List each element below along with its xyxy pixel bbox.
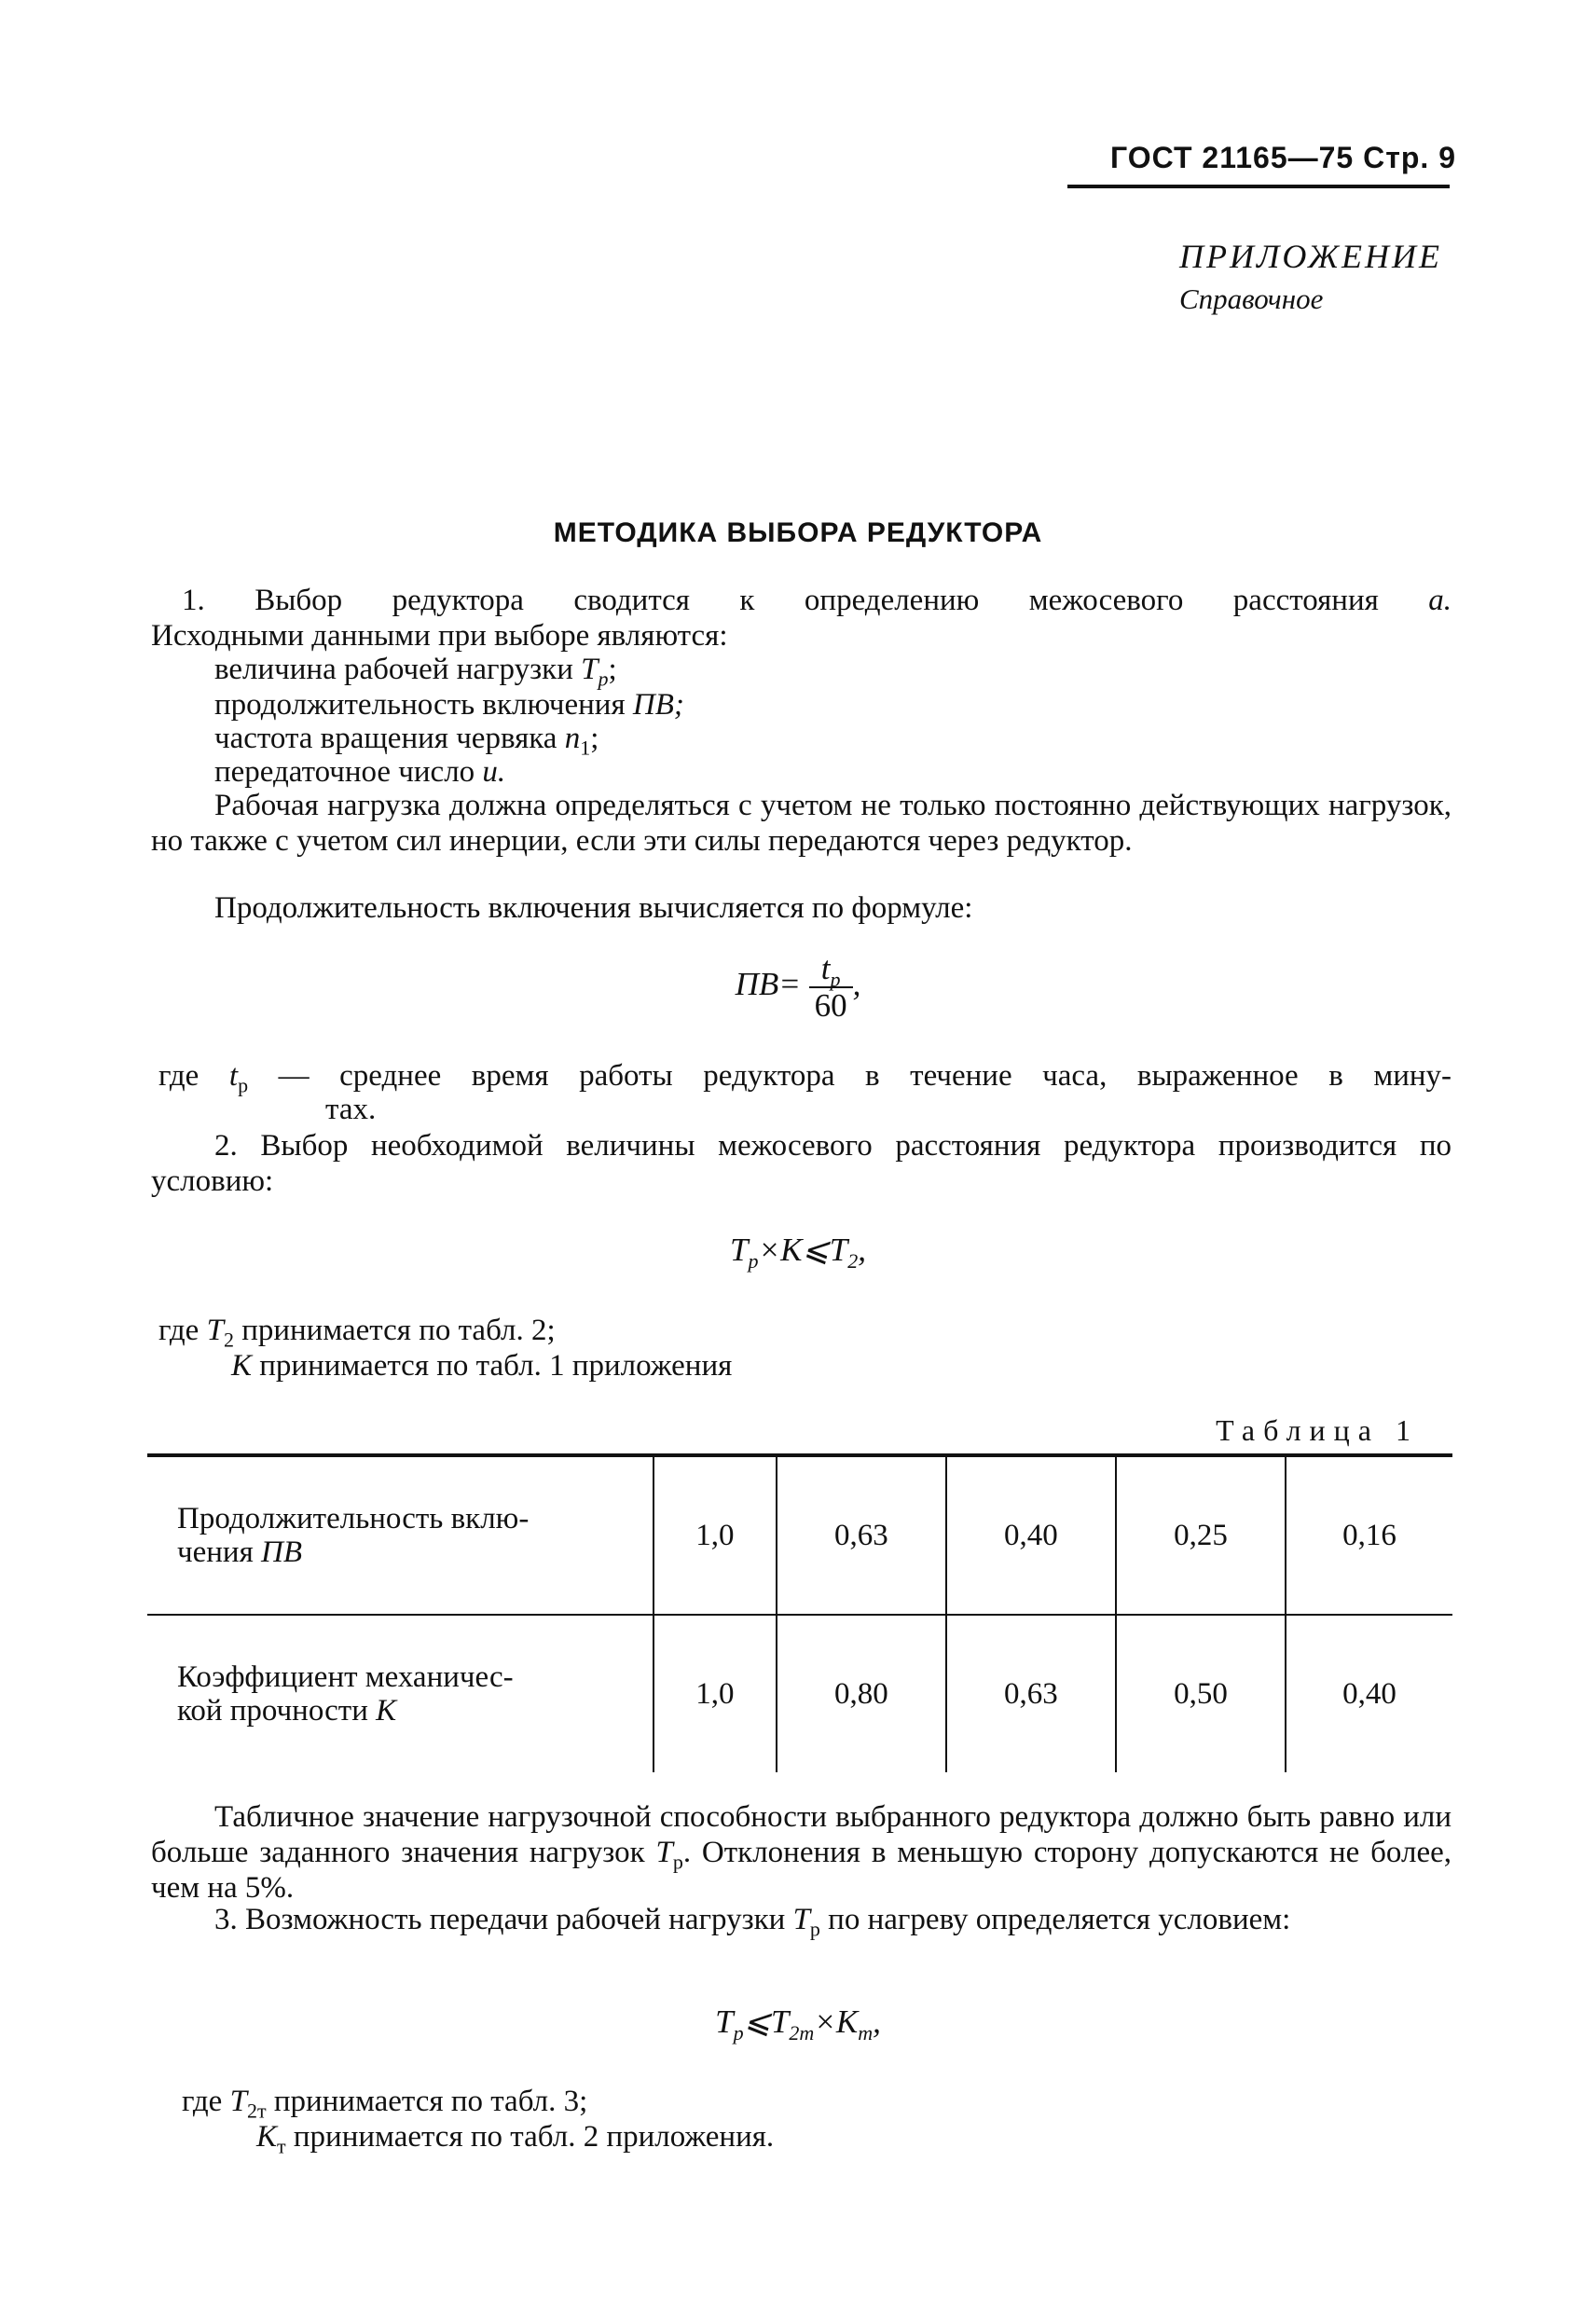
- after-table-paragraph: [151, 1799, 1452, 1906]
- formula-pv-lhs: ПВ=: [735, 966, 801, 1003]
- where-t2t-text: принимается по табл. 3;: [273, 2085, 588, 2118]
- table-row: [147, 1615, 1452, 1772]
- where-word: где: [158, 1059, 200, 1093]
- item-speed-end: ;: [590, 722, 599, 755]
- num-t: t: [820, 950, 831, 986]
- paragraph-load: Рабочая нагрузка должна определяться с учетом не только постоянно действующих нагрузок, но также с учетом сил инерции, если эти силы передаются через редуктор.: [151, 789, 1452, 858]
- var-T-after: T: [655, 1836, 673, 1869]
- sub-2t: 2т: [246, 2099, 267, 2123]
- where-k: [231, 1348, 732, 1384]
- where-word-2: где: [158, 1314, 200, 1347]
- formula-pv-numerator: [809, 950, 853, 991]
- table-row-label: [147, 1457, 654, 1615]
- sub-r: р: [598, 667, 609, 691]
- appendix-type: Справочное: [1179, 282, 1324, 315]
- where-tp: [158, 1058, 1452, 1097]
- table-caption: Таблица 1: [1216, 1413, 1419, 1447]
- section3-text-b: по нагреву определяется условием:: [828, 1903, 1291, 1936]
- where-tp-text: — среднее время работы редуктора в течение часа, выраженное в мину-: [278, 1059, 1452, 1093]
- f3-times-K: ×K: [814, 2003, 859, 2040]
- after-table-text-a: Табличное значение нагрузочной способности выбранного редуктора должно быть равно или больше заданного значения нагрузок: [151, 1800, 1452, 1869]
- section1-line1: [182, 583, 1452, 618]
- where-t2-text: принимается по табл. 2;: [241, 1314, 556, 1347]
- sub-r-after: р: [672, 1850, 683, 1874]
- formula-pv-denominator: 60: [814, 987, 847, 1024]
- table-cell: 1,0: [654, 1615, 777, 1772]
- table-row: [147, 1457, 1452, 1615]
- var-K: K: [231, 1349, 253, 1383]
- sub-r-s3: р: [809, 1917, 820, 1941]
- f2-rest: ×K⩽T: [758, 1232, 848, 1268]
- where-word-3: где: [182, 2085, 223, 2118]
- var-t: t: [228, 1059, 239, 1093]
- table-cell: 0,40: [946, 1457, 1116, 1615]
- item-ratio-text: передаточное число: [214, 755, 475, 789]
- appendix-label: ПРИЛОЖЕНИЕ: [1179, 238, 1442, 275]
- section1-line2: Исходными данными при выборе являются:: [151, 619, 728, 653]
- item-pv: [214, 687, 684, 723]
- table-row-label: [147, 1615, 654, 1772]
- formula-heating: [0, 2003, 1596, 2045]
- page-title: МЕТОДИКА ВЫБОРА РЕДУКТОРА: [553, 517, 1043, 548]
- item-speed-text: частота вращения червяка: [214, 722, 557, 755]
- item-speed: [214, 721, 599, 760]
- after-table-text-b: . Отклонения в меньшую сторону допускаются не более, чем на 5%.: [151, 1836, 1452, 1905]
- var-T2: T: [206, 1314, 224, 1347]
- item-load-end: ;: [608, 653, 617, 686]
- section1-line1-text: 1. Выбор редуктора сводится к определению межосевого расстояния: [182, 584, 1379, 617]
- item-pv-text: продолжительность включения: [214, 688, 626, 722]
- sub-2: 2: [223, 1328, 234, 1352]
- f2-end: ,: [858, 1232, 866, 1268]
- f2-sub-r: р: [748, 1249, 759, 1273]
- num-sub: р: [830, 968, 841, 991]
- sub-r2: р: [238, 1073, 249, 1097]
- formula-pv: [0, 951, 1596, 1024]
- item-load-text: величина рабочей нагрузки: [214, 653, 573, 686]
- var-n: n: [564, 722, 581, 755]
- var-T-s3: T: [792, 1903, 810, 1936]
- section3-text-a: 3. Возможность передачи рабочей нагрузки: [214, 1903, 786, 1936]
- f3-sub-2t: 2т: [789, 2021, 815, 2045]
- where-tp-cont: тах.: [325, 1093, 377, 1126]
- where-t2t: [182, 2084, 588, 2123]
- f3-sub-t: т: [858, 2021, 874, 2045]
- table-cell: 0,80: [777, 1615, 946, 1772]
- f3-T: T: [715, 2003, 734, 2040]
- var-Kt: K: [256, 2120, 278, 2154]
- paragraph-pv: Продолжительность включения вычисляется по формуле:: [214, 891, 973, 925]
- where-t2: [158, 1313, 556, 1352]
- where-kt: [256, 2119, 775, 2158]
- table-cell: 0,25: [1116, 1457, 1286, 1615]
- table-cell: 0,40: [1286, 1615, 1452, 1772]
- table-1: [147, 1457, 1452, 1772]
- item-ratio: [214, 754, 505, 790]
- f3-sub-r: р: [733, 2021, 744, 2045]
- formula-pv-fraction: [809, 951, 853, 1024]
- section2-paragraph: 2. Выбор необходимой величины межосевого расстояния редуктора производится по условию:: [151, 1129, 1452, 1198]
- label-line-b: чения: [177, 1535, 254, 1569]
- label-line-a: Продолжительность вклю-: [177, 1502, 530, 1535]
- item-load: [214, 652, 617, 691]
- f3-end: ,: [873, 2003, 881, 2040]
- where-k-text: принимается по табл. 1 приложения: [259, 1349, 733, 1383]
- var-a: a.: [1428, 584, 1452, 617]
- formula-pv-end: ,: [852, 966, 861, 1003]
- f3-le-T: ⩽T: [743, 2003, 790, 2040]
- table-cell: 0,16: [1286, 1457, 1452, 1615]
- header-rule: [1067, 185, 1450, 188]
- table-cell: 0,50: [1116, 1615, 1286, 1772]
- table-cell: 0,63: [946, 1615, 1116, 1772]
- f2-T: T: [730, 1232, 749, 1268]
- var-u: u.: [482, 755, 506, 789]
- table-cell: 1,0: [654, 1457, 777, 1615]
- f2-sub-2: 2: [847, 1249, 859, 1273]
- page-header: ГОСТ 21165—75 Стр. 9: [1110, 141, 1456, 174]
- var-T2t: T: [229, 2085, 247, 2118]
- formula-condition: [0, 1232, 1596, 1273]
- var-T: T: [581, 653, 598, 686]
- var-pv: ПВ;: [632, 688, 684, 722]
- where-kt-text: принимается по табл. 2 приложения.: [293, 2120, 775, 2154]
- table-cell: 0,63: [777, 1457, 946, 1615]
- label-line-b: кой прочности: [177, 1694, 368, 1728]
- sub-t: т: [277, 2134, 286, 2158]
- label-line-a: Коэффициент механичес-: [177, 1660, 514, 1694]
- sub-1: 1: [580, 736, 591, 760]
- label-var: ПВ: [261, 1535, 302, 1569]
- section3-paragraph: [151, 1902, 1452, 1941]
- label-var: K: [376, 1694, 397, 1728]
